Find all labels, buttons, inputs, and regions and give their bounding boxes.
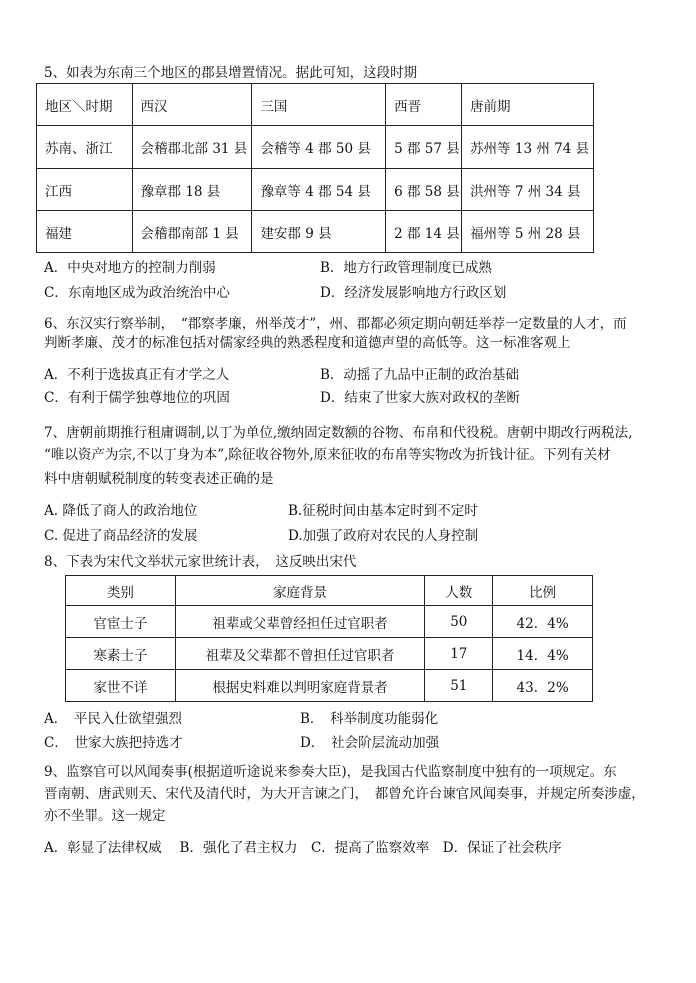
q8-header-cell: 比例	[493, 576, 593, 606]
table-cell: 14．4%	[493, 638, 593, 670]
q9-stem-line2: 晋南朝、唐武则天、宋代及清代时，为大开言谏之门， 都曾允许台谏官风闻奏事，并规定所奏涉虚，	[44, 786, 645, 802]
q6-stem-line1: 6、东汉实行察举制， “郡察孝廉，州举茂才”，州、郡都必须定期向朝廷举荐一定数量的人才，而	[44, 316, 627, 332]
q8-header-cell: 人数	[425, 576, 493, 606]
q5-header-cell: 三国	[252, 84, 386, 126]
table-cell: 祖辈或父辈曾经担任过官职者	[175, 606, 425, 638]
table-cell: 洪州等 7 州 34 县	[462, 169, 594, 211]
q6-option-b[interactable]: B．动摇了九品中正制的政治基础	[320, 367, 519, 383]
q5-option-c[interactable]: C．东南地区成为政治统治中心	[44, 285, 230, 301]
table-cell: 建安郡 9 县	[252, 211, 386, 253]
q9-stem-line3: 亦不坐罪。这一规定	[44, 808, 166, 824]
table-row	[37, 126, 594, 169]
q7-option-d[interactable]: D.加强了政府对农民的人身控制	[288, 528, 479, 544]
table-cell: 42．4%	[493, 606, 593, 638]
q8-table-header-row	[66, 576, 593, 606]
q6-option-c[interactable]: C．有利于儒学独尊地位的巩固	[44, 390, 230, 406]
q5-header-cell: 地区＼时期	[37, 84, 133, 126]
table-cell: 2 郡 14 县	[386, 211, 462, 253]
q6-option-d[interactable]: D．结束了世家大族对政权的垄断	[320, 390, 520, 406]
table-cell: 祖辈及父辈都不曾担任过官职者	[175, 638, 425, 670]
table-cell: 6 郡 58 县	[386, 169, 462, 211]
q9-stem-line1: 9、监察官可以风闻奏事(根据道听途说来参奏大臣)，是我国古代监察制度中独有的一项规定。东	[44, 764, 617, 780]
table-cell: 家世不详	[66, 670, 176, 702]
table-cell: 51	[425, 670, 493, 702]
q8-header-cell: 家庭背景	[175, 576, 425, 606]
q5-option-a[interactable]: A．中央对地方的控制力削弱	[44, 260, 216, 276]
q7-option-a[interactable]: A. 降低了商人的政治地位	[44, 503, 198, 519]
table-cell: 豫章等 4 郡 54 县	[252, 169, 386, 211]
q7-stem-line3: 料中唐朝赋税制度的转变表述正确的是	[44, 471, 274, 487]
q8-option-d[interactable]: D． 社会阶层流动加强	[300, 735, 440, 751]
table-row	[66, 638, 593, 670]
table-cell: 官宦士子	[66, 606, 176, 638]
table-cell: 福州等 5 州 28 县	[462, 211, 594, 253]
table-cell: 会稽等 4 郡 50 县	[252, 126, 386, 169]
q5-stem: 5、如表为东南三个地区的郡县增置情况。据此可知，这段时期	[44, 65, 418, 81]
table-cell: 43．2%	[493, 670, 593, 702]
table-cell: 根据史料难以判明家庭背景者	[175, 670, 425, 702]
q5-table	[36, 83, 594, 253]
q9-options[interactable]: A．彰显了法律权威 B．强化了君主权力 C．提高了监察效率 D．保证了社会秩序	[44, 840, 562, 856]
q6-stem-line2: 判断孝廉、茂才的标准包括对儒家经典的熟悉程度和道德声望的高低等。这一标准客观上	[44, 335, 571, 351]
q8-header-cell: 类别	[66, 576, 176, 606]
table-cell: 寒素士子	[66, 638, 176, 670]
q5-option-d[interactable]: D．经济发展影响地方行政区划	[320, 285, 507, 301]
table-cell: 苏南、浙江	[37, 126, 133, 169]
q5-header-cell: 西汉	[132, 84, 252, 126]
q5-header-cell: 西晋	[386, 84, 462, 126]
table-cell: 50	[425, 606, 493, 638]
q5-table-header-row	[37, 84, 594, 126]
table-cell: 17	[425, 638, 493, 670]
table-cell: 5 郡 57 县	[386, 126, 462, 169]
q6-option-a[interactable]: A．不利于选拔真正有才学之人	[44, 367, 230, 383]
q8-option-b[interactable]: B． 科举制度功能弱化	[300, 711, 439, 727]
table-cell: 会稽郡南部 1 县	[132, 211, 252, 253]
table-row	[66, 606, 593, 638]
table-row	[37, 211, 594, 253]
table-cell: 豫章郡 18 县	[132, 169, 252, 211]
q8-table	[65, 575, 593, 702]
table-cell: 苏州等 13 州 74 县	[462, 126, 594, 169]
table-cell: 会稽郡北部 31 县	[132, 126, 252, 169]
q8-option-c[interactable]: C． 世家大族把持选才	[44, 735, 183, 751]
q8-option-a[interactable]: A． 平民入仕欲望强烈	[44, 711, 182, 727]
table-cell: 江西	[37, 169, 133, 211]
q7-option-b[interactable]: B.征税时间由基本定时到不定时	[288, 503, 478, 519]
q5-option-b[interactable]: B．地方行政管理制度已成熟	[320, 260, 492, 276]
table-row	[66, 670, 593, 702]
table-row	[37, 169, 594, 211]
q5-header-cell: 唐前期	[462, 84, 594, 126]
q8-stem: 8、下表为宋代文举状元家世统计表， 这反映出宋代	[44, 554, 357, 570]
q7-stem-line1: 7、唐朝前期推行租庸调制,以丁为单位,缴纳固定数额的谷物、布帛和代役税。唐朝中期改行两税法,	[44, 425, 633, 441]
table-cell: 福建	[37, 211, 133, 253]
q7-stem-line2: “唯以资产为宗,不以丁身为本”,除征收谷物外,原来征收的布帛等实物改为折钱计征。下列有关材	[44, 447, 611, 463]
q7-option-c[interactable]: C. 促进了商品经济的发展	[44, 528, 198, 544]
